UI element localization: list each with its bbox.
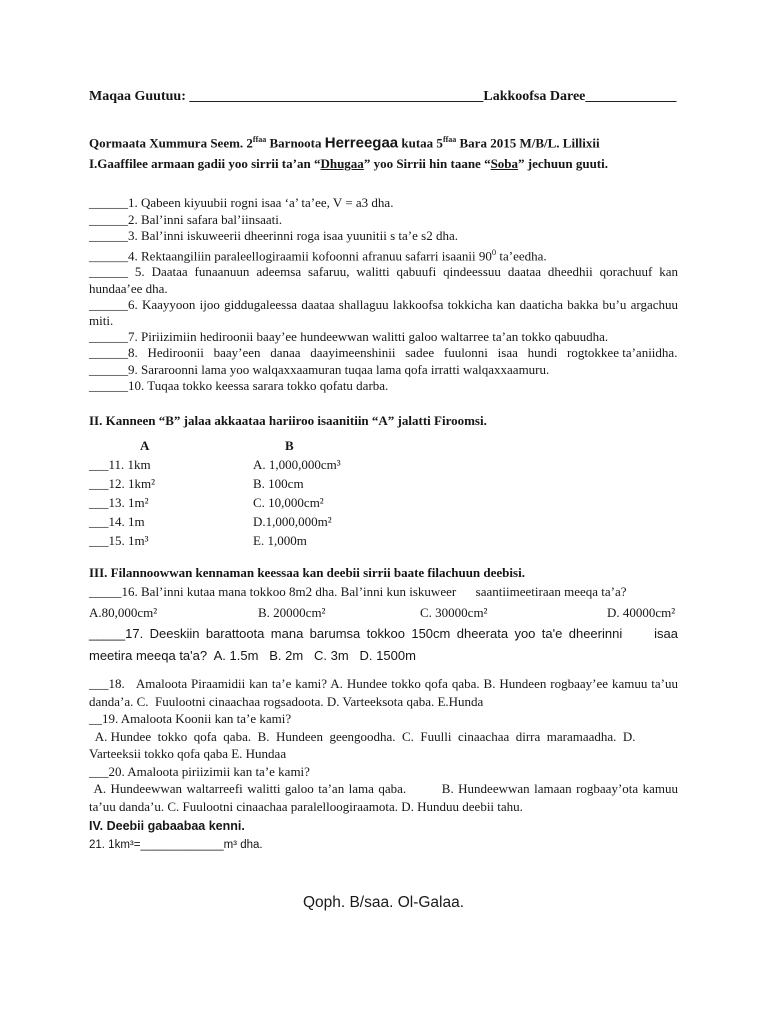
question-1: ______1. Qabeen kiyuubii rogni isaa ‘a’ ta’ee, V = a3 dha.: [89, 195, 394, 211]
question-9: ______9. Sararoonni lama yoo walqaxxaamuran tuqaa lama qofa irratti walqaxxaamuru.: [89, 361, 550, 377]
section4-short-answer: [89, 817, 678, 855]
section1-true-false: [89, 195, 678, 394]
matching-row-11: [89, 455, 678, 474]
matching-row-14: [89, 512, 678, 531]
matching-option-c: C. 10,000cm²: [253, 495, 324, 511]
title-text-1: Qormaata Xummura Seem. 2: [89, 135, 253, 151]
choice-16-d: D. 40000cm²: [607, 605, 676, 621]
choice-16-a: A.80,000cm²: [89, 605, 158, 621]
section4-heading: IV. Deebii gabaabaa kenni.: [89, 819, 245, 834]
subject-name: Herreegaa: [324, 134, 399, 152]
title-superscript-2: ffaa: [442, 135, 457, 144]
column-a-header: A: [140, 438, 150, 454]
question-20-choices: A. Hundeewwan waltarreefi walitti galoo ta’an lama qaba. B. Hundeewwan lamaan rogbaay’ota kamuu ta’uu danda’u. C. Fuulootni cinaachaa paralelloogiraamota. D. Hunduu deebii tahu.: [89, 781, 678, 814]
question-3: ______3. Bal’inni iskuweerii dheerinni roga isaa yuunitii s ta’e s2 dha.: [89, 227, 458, 243]
instruction-text-2: ” yoo Sirrii hin taane “: [363, 156, 491, 172]
section3-multiple-choice: [89, 564, 678, 815]
question-21: 21. 1km³=_____________m³ dha.: [89, 839, 263, 852]
column-b-header: B: [285, 438, 294, 454]
matching-item-15: ___15. 1m³: [89, 533, 149, 549]
matching-row-13: [89, 493, 678, 512]
question-4-text: ______4. Rektaangiliin paraleellogiraamii kofoonni afranuu safarri isaanii 90: [89, 248, 492, 264]
question-16: _____16. Bal’inni kutaa mana tokkoo 8m2 dha. Bal’inni kun iskuweer saantiimeetiraan meeqa ta’a?: [89, 584, 627, 600]
question-19-choices: A. Hundee tokko qofa qaba. B. Hundeen geengoodha. C. Fuulli cinaachaa dirra maramaadha. D. Varteeksii tokko qofa qaba E. Hundaa: [89, 728, 636, 762]
matching-row-12: [89, 474, 678, 493]
question-4-text-end: ta’eedha.: [496, 248, 547, 264]
title-text-4: Bara 2015 M/B/L. Lillixii: [456, 135, 600, 151]
class-number-label: Lakkoofsa Daree: [483, 89, 586, 104]
title-text-3: kutaa 5: [398, 135, 443, 151]
title-text-2: Barnoota: [266, 135, 325, 151]
instruction-text-1: I.Gaaffilee armaan gadii yoo sirrii ta’an “: [89, 156, 321, 172]
section3-heading: III. Filannoowwan kennaman keessaa kan deebii sirrii baate filachuun deebisi.: [89, 565, 525, 581]
question-16-choices: [89, 602, 678, 623]
choice-16-b: B. 20000cm²: [258, 605, 326, 621]
matching-item-14: ___14. 1m: [89, 514, 145, 530]
title-superscript-1: ffaa: [252, 135, 267, 144]
question-17: _____17. Deeskiin barattoota mana barumsa tokkoo 150cm dheerata yoo ta'e dheerinni isaa meetira meeqa ta'a? A. 1.5m B. 2m C. 3m D. 1500m: [89, 626, 678, 664]
matching-option-d: D.1,000,000m²: [253, 514, 332, 530]
question-19: __19. Amaloota Koonii kan ta’e kami?: [89, 711, 292, 727]
class-number-blank: _____________: [585, 89, 677, 104]
student-name-label: Maqaa Guutuu:: [89, 89, 186, 104]
student-info-line: [89, 88, 678, 105]
section2-matching: [89, 412, 678, 550]
matching-option-b: B. 100cm: [253, 476, 304, 492]
title-block: [89, 129, 678, 174]
student-name-blank: __________________________________________: [185, 89, 484, 104]
section1-instruction: [89, 153, 678, 174]
question-2: ______2. Bal’inni safara bal’iinsaati.: [89, 211, 283, 227]
instruction-text-3: ” jechuun guuti.: [518, 156, 608, 172]
soba-underlined-word: Soba: [490, 156, 519, 172]
matching-row-15: [89, 531, 678, 550]
question-4-degree-superscript: 0: [491, 246, 497, 257]
question-6: ______6. Kaayyoon ijoo giddugaleessa daataa shallaguu lakkoofsa tokkicha kan daaticha bakka bu’u argachuu miti.: [89, 296, 678, 329]
matching-item-11: ___11. 1km: [89, 457, 151, 473]
question-4: [89, 244, 678, 265]
dhugaa-underlined-word: Dhugaa: [320, 156, 364, 172]
question-20: ___20. Amaloota piriizimii kan ta’e kami?: [89, 763, 310, 779]
question-10: ______10. Tuqaa tokko keessa sarara tokko qofatu darba.: [89, 377, 389, 393]
question-8: ______8. Hediroonii baay’een danaa daayimeenshinii sadee fuulonni isaa hundi rogtokkee ta’aniidha.: [89, 345, 678, 361]
prepared-by-line: Qoph. B/saa. Ol-Galaa.: [302, 894, 465, 912]
exam-title: [89, 129, 678, 153]
question-18: ___18. Amaloota Piraamidii kan ta’e kami? A. Hundee tokko qofa qaba. B. Hundeen rogbaay’ee kamuu ta’uu danda’a. C. Fuulootni cinaachaa rogsadoota. D. Varteeksota qaba. E.Hunda: [89, 676, 678, 709]
question-7: ______7. Piriizimiin hediroonii baay’ee hundeewwan walitti galoo waltarree ta’an tokko qabuudha.: [89, 329, 609, 345]
question-5: ______ 5. Daataa funaanuun adeemsa safaruu, walitti qabuufi qindeessuu daataa dheedhii qorachuuf kan hundaa’ee dha.: [89, 264, 678, 296]
matching-item-13: ___13. 1m²: [89, 495, 149, 511]
matching-option-e: E. 1,000m: [253, 533, 307, 549]
matching-option-a: A. 1,000,000cm³: [253, 457, 341, 473]
choice-16-c: C. 30000cm²: [420, 605, 488, 621]
matching-item-12: ___12. 1km²: [89, 476, 156, 492]
section2-heading: II. Kanneen “B” jalaa akkaataa hariiroo isaanitiin “A” jalatti Firoomsi.: [89, 413, 487, 429]
matching-column-headers: [89, 436, 678, 455]
